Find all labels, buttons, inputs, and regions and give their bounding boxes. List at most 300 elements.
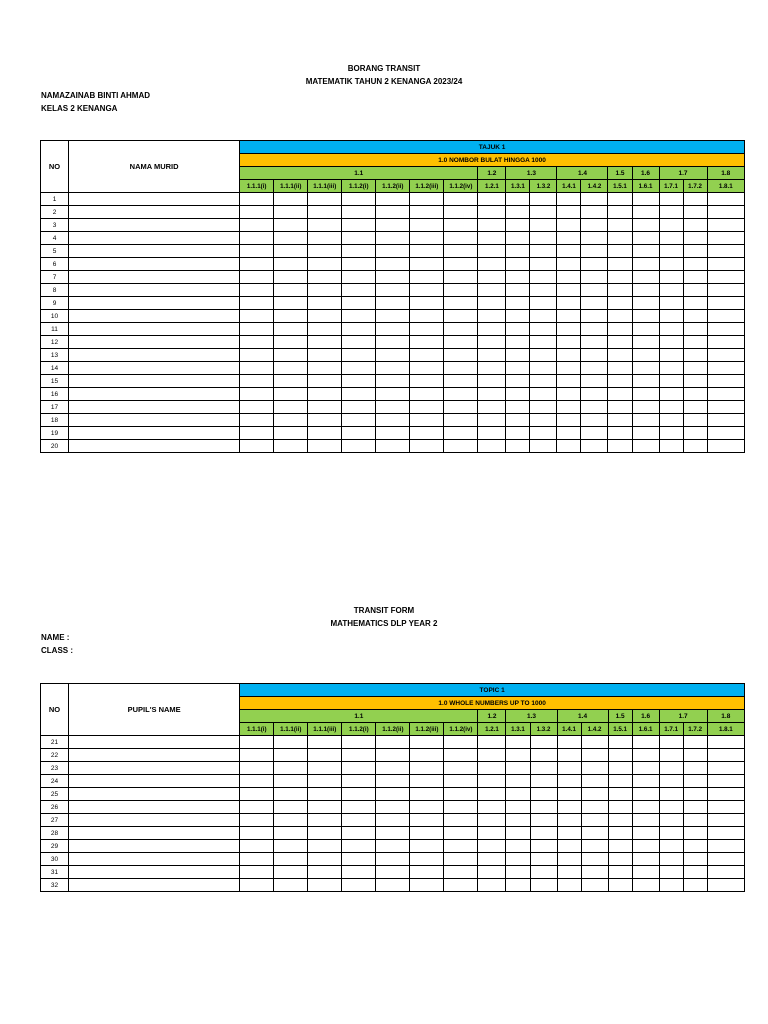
mastery-cell[interactable]	[530, 219, 557, 232]
mastery-cell[interactable]	[274, 193, 308, 206]
mastery-cell[interactable]	[659, 440, 683, 453]
mastery-cell[interactable]	[240, 310, 274, 323]
mastery-cell[interactable]	[308, 336, 342, 349]
mastery-cell[interactable]	[659, 762, 683, 775]
mastery-cell[interactable]	[581, 388, 608, 401]
mastery-cell[interactable]	[530, 310, 557, 323]
mastery-cell[interactable]	[376, 853, 410, 866]
mastery-cell[interactable]	[632, 219, 659, 232]
mastery-cell[interactable]	[632, 853, 659, 866]
mastery-cell[interactable]	[342, 297, 376, 310]
mastery-cell[interactable]	[530, 323, 557, 336]
mastery-cell[interactable]	[581, 879, 608, 892]
mastery-cell[interactable]	[308, 284, 342, 297]
mastery-cell[interactable]	[659, 271, 683, 284]
mastery-cell[interactable]	[410, 401, 444, 414]
mastery-cell[interactable]	[410, 427, 444, 440]
pupil-name-cell[interactable]	[69, 827, 240, 840]
mastery-cell[interactable]	[632, 827, 659, 840]
mastery-cell[interactable]	[376, 245, 410, 258]
pupil-name-cell[interactable]	[69, 232, 240, 245]
mastery-cell[interactable]	[342, 866, 376, 879]
mastery-cell[interactable]	[557, 788, 581, 801]
mastery-cell[interactable]	[659, 853, 683, 866]
mastery-cell[interactable]	[581, 440, 608, 453]
mastery-cell[interactable]	[376, 206, 410, 219]
mastery-cell[interactable]	[557, 879, 581, 892]
mastery-cell[interactable]	[659, 245, 683, 258]
mastery-cell[interactable]	[444, 258, 478, 271]
mastery-cell[interactable]	[557, 827, 581, 840]
mastery-cell[interactable]	[557, 245, 581, 258]
pupil-name-cell[interactable]	[69, 362, 240, 375]
mastery-cell[interactable]	[608, 245, 632, 258]
mastery-cell[interactable]	[530, 866, 557, 879]
mastery-cell[interactable]	[274, 788, 308, 801]
mastery-cell[interactable]	[410, 801, 444, 814]
mastery-cell[interactable]	[478, 297, 506, 310]
mastery-cell[interactable]	[240, 788, 274, 801]
mastery-cell[interactable]	[410, 258, 444, 271]
mastery-cell[interactable]	[506, 827, 530, 840]
pupil-name-cell[interactable]	[69, 840, 240, 853]
mastery-cell[interactable]	[376, 827, 410, 840]
mastery-cell[interactable]	[506, 814, 530, 827]
mastery-cell[interactable]	[342, 749, 376, 762]
mastery-cell[interactable]	[707, 414, 744, 427]
mastery-cell[interactable]	[240, 297, 274, 310]
mastery-cell[interactable]	[530, 206, 557, 219]
mastery-cell[interactable]	[444, 206, 478, 219]
mastery-cell[interactable]	[530, 258, 557, 271]
mastery-cell[interactable]	[444, 297, 478, 310]
mastery-cell[interactable]	[478, 206, 506, 219]
mastery-cell[interactable]	[581, 193, 608, 206]
mastery-cell[interactable]	[240, 440, 274, 453]
mastery-cell[interactable]	[659, 362, 683, 375]
mastery-cell[interactable]	[506, 414, 530, 427]
mastery-cell[interactable]	[683, 440, 707, 453]
mastery-cell[interactable]	[557, 297, 581, 310]
mastery-cell[interactable]	[530, 788, 557, 801]
mastery-cell[interactable]	[308, 388, 342, 401]
mastery-cell[interactable]	[376, 388, 410, 401]
mastery-cell[interactable]	[557, 206, 581, 219]
mastery-cell[interactable]	[707, 310, 744, 323]
mastery-cell[interactable]	[478, 271, 506, 284]
mastery-cell[interactable]	[683, 827, 707, 840]
mastery-cell[interactable]	[530, 736, 557, 749]
mastery-cell[interactable]	[530, 775, 557, 788]
mastery-cell[interactable]	[274, 323, 308, 336]
mastery-cell[interactable]	[342, 349, 376, 362]
mastery-cell[interactable]	[683, 310, 707, 323]
mastery-cell[interactable]	[581, 297, 608, 310]
mastery-cell[interactable]	[506, 440, 530, 453]
mastery-cell[interactable]	[444, 827, 478, 840]
mastery-cell[interactable]	[506, 232, 530, 245]
mastery-cell[interactable]	[308, 749, 342, 762]
mastery-cell[interactable]	[410, 788, 444, 801]
mastery-cell[interactable]	[581, 206, 608, 219]
mastery-cell[interactable]	[683, 736, 707, 749]
mastery-cell[interactable]	[659, 336, 683, 349]
mastery-cell[interactable]	[444, 310, 478, 323]
mastery-cell[interactable]	[557, 232, 581, 245]
mastery-cell[interactable]	[608, 879, 632, 892]
mastery-cell[interactable]	[659, 232, 683, 245]
mastery-cell[interactable]	[478, 258, 506, 271]
mastery-cell[interactable]	[530, 427, 557, 440]
mastery-cell[interactable]	[308, 866, 342, 879]
mastery-cell[interactable]	[659, 788, 683, 801]
mastery-cell[interactable]	[608, 193, 632, 206]
mastery-cell[interactable]	[444, 271, 478, 284]
mastery-cell[interactable]	[478, 775, 506, 788]
mastery-cell[interactable]	[444, 323, 478, 336]
mastery-cell[interactable]	[506, 788, 530, 801]
mastery-cell[interactable]	[608, 271, 632, 284]
mastery-cell[interactable]	[530, 232, 557, 245]
mastery-cell[interactable]	[506, 879, 530, 892]
mastery-cell[interactable]	[632, 866, 659, 879]
mastery-cell[interactable]	[659, 736, 683, 749]
mastery-cell[interactable]	[608, 206, 632, 219]
mastery-cell[interactable]	[608, 736, 632, 749]
mastery-cell[interactable]	[632, 297, 659, 310]
mastery-cell[interactable]	[632, 206, 659, 219]
mastery-cell[interactable]	[274, 736, 308, 749]
mastery-cell[interactable]	[659, 840, 683, 853]
mastery-cell[interactable]	[376, 219, 410, 232]
mastery-cell[interactable]	[342, 336, 376, 349]
mastery-cell[interactable]	[444, 440, 478, 453]
mastery-cell[interactable]	[581, 336, 608, 349]
mastery-cell[interactable]	[376, 193, 410, 206]
mastery-cell[interactable]	[557, 284, 581, 297]
mastery-cell[interactable]	[632, 762, 659, 775]
mastery-cell[interactable]	[376, 336, 410, 349]
mastery-cell[interactable]	[376, 271, 410, 284]
mastery-cell[interactable]	[632, 401, 659, 414]
mastery-cell[interactable]	[608, 440, 632, 453]
mastery-cell[interactable]	[683, 219, 707, 232]
mastery-cell[interactable]	[478, 801, 506, 814]
mastery-cell[interactable]	[240, 762, 274, 775]
mastery-cell[interactable]	[530, 749, 557, 762]
mastery-cell[interactable]	[274, 336, 308, 349]
mastery-cell[interactable]	[308, 362, 342, 375]
mastery-cell[interactable]	[308, 245, 342, 258]
mastery-cell[interactable]	[274, 440, 308, 453]
mastery-cell[interactable]	[342, 271, 376, 284]
mastery-cell[interactable]	[632, 749, 659, 762]
mastery-cell[interactable]	[506, 193, 530, 206]
mastery-cell[interactable]	[506, 866, 530, 879]
mastery-cell[interactable]	[608, 219, 632, 232]
mastery-cell[interactable]	[530, 840, 557, 853]
mastery-cell[interactable]	[632, 414, 659, 427]
mastery-cell[interactable]	[659, 827, 683, 840]
mastery-cell[interactable]	[581, 401, 608, 414]
mastery-cell[interactable]	[444, 749, 478, 762]
mastery-cell[interactable]	[506, 801, 530, 814]
mastery-cell[interactable]	[683, 232, 707, 245]
mastery-cell[interactable]	[557, 323, 581, 336]
mastery-cell[interactable]	[308, 440, 342, 453]
mastery-cell[interactable]	[410, 736, 444, 749]
mastery-cell[interactable]	[557, 310, 581, 323]
mastery-cell[interactable]	[683, 879, 707, 892]
mastery-cell[interactable]	[683, 801, 707, 814]
mastery-cell[interactable]	[506, 762, 530, 775]
mastery-cell[interactable]	[608, 788, 632, 801]
mastery-cell[interactable]	[342, 206, 376, 219]
mastery-cell[interactable]	[581, 258, 608, 271]
mastery-cell[interactable]	[557, 440, 581, 453]
mastery-cell[interactable]	[308, 414, 342, 427]
mastery-cell[interactable]	[274, 375, 308, 388]
mastery-cell[interactable]	[557, 349, 581, 362]
mastery-cell[interactable]	[478, 362, 506, 375]
mastery-cell[interactable]	[659, 258, 683, 271]
mastery-cell[interactable]	[608, 297, 632, 310]
mastery-cell[interactable]	[581, 414, 608, 427]
mastery-cell[interactable]	[274, 749, 308, 762]
mastery-cell[interactable]	[308, 310, 342, 323]
mastery-cell[interactable]	[376, 310, 410, 323]
mastery-cell[interactable]	[707, 866, 744, 879]
mastery-cell[interactable]	[530, 414, 557, 427]
mastery-cell[interactable]	[308, 193, 342, 206]
mastery-cell[interactable]	[632, 427, 659, 440]
pupil-name-cell[interactable]	[69, 401, 240, 414]
mastery-cell[interactable]	[530, 879, 557, 892]
mastery-cell[interactable]	[707, 245, 744, 258]
mastery-cell[interactable]	[659, 219, 683, 232]
mastery-cell[interactable]	[274, 258, 308, 271]
mastery-cell[interactable]	[376, 401, 410, 414]
mastery-cell[interactable]	[707, 853, 744, 866]
mastery-cell[interactable]	[659, 193, 683, 206]
mastery-cell[interactable]	[557, 388, 581, 401]
mastery-cell[interactable]	[506, 736, 530, 749]
mastery-cell[interactable]	[308, 814, 342, 827]
mastery-cell[interactable]	[557, 258, 581, 271]
mastery-cell[interactable]	[683, 853, 707, 866]
mastery-cell[interactable]	[506, 349, 530, 362]
mastery-cell[interactable]	[608, 362, 632, 375]
mastery-cell[interactable]	[707, 206, 744, 219]
pupil-name-cell[interactable]	[69, 866, 240, 879]
mastery-cell[interactable]	[659, 866, 683, 879]
mastery-cell[interactable]	[581, 310, 608, 323]
mastery-cell[interactable]	[342, 827, 376, 840]
mastery-cell[interactable]	[608, 258, 632, 271]
mastery-cell[interactable]	[240, 814, 274, 827]
mastery-cell[interactable]	[659, 206, 683, 219]
mastery-cell[interactable]	[707, 762, 744, 775]
pupil-name-cell[interactable]	[69, 297, 240, 310]
mastery-cell[interactable]	[632, 258, 659, 271]
mastery-cell[interactable]	[342, 814, 376, 827]
mastery-cell[interactable]	[376, 749, 410, 762]
mastery-cell[interactable]	[557, 840, 581, 853]
mastery-cell[interactable]	[274, 388, 308, 401]
mastery-cell[interactable]	[683, 323, 707, 336]
mastery-cell[interactable]	[444, 762, 478, 775]
mastery-cell[interactable]	[274, 866, 308, 879]
mastery-cell[interactable]	[240, 801, 274, 814]
mastery-cell[interactable]	[683, 775, 707, 788]
mastery-cell[interactable]	[707, 401, 744, 414]
mastery-cell[interactable]	[274, 401, 308, 414]
pupil-name-cell[interactable]	[69, 193, 240, 206]
mastery-cell[interactable]	[308, 401, 342, 414]
mastery-cell[interactable]	[506, 336, 530, 349]
mastery-cell[interactable]	[410, 310, 444, 323]
mastery-cell[interactable]	[410, 840, 444, 853]
mastery-cell[interactable]	[274, 827, 308, 840]
mastery-cell[interactable]	[506, 284, 530, 297]
mastery-cell[interactable]	[683, 762, 707, 775]
mastery-cell[interactable]	[342, 736, 376, 749]
mastery-cell[interactable]	[707, 258, 744, 271]
mastery-cell[interactable]	[608, 827, 632, 840]
mastery-cell[interactable]	[632, 362, 659, 375]
mastery-cell[interactable]	[240, 193, 274, 206]
mastery-cell[interactable]	[342, 375, 376, 388]
mastery-cell[interactable]	[410, 879, 444, 892]
mastery-cell[interactable]	[608, 336, 632, 349]
mastery-cell[interactable]	[683, 401, 707, 414]
mastery-cell[interactable]	[444, 232, 478, 245]
mastery-cell[interactable]	[376, 775, 410, 788]
pupil-name-cell[interactable]	[69, 440, 240, 453]
mastery-cell[interactable]	[240, 245, 274, 258]
mastery-cell[interactable]	[581, 284, 608, 297]
mastery-cell[interactable]	[683, 297, 707, 310]
mastery-cell[interactable]	[342, 853, 376, 866]
mastery-cell[interactable]	[707, 827, 744, 840]
mastery-cell[interactable]	[376, 375, 410, 388]
mastery-cell[interactable]	[506, 245, 530, 258]
mastery-cell[interactable]	[308, 375, 342, 388]
mastery-cell[interactable]	[410, 245, 444, 258]
pupil-name-cell[interactable]	[69, 323, 240, 336]
mastery-cell[interactable]	[376, 297, 410, 310]
mastery-cell[interactable]	[478, 232, 506, 245]
pupil-name-cell[interactable]	[69, 336, 240, 349]
mastery-cell[interactable]	[274, 814, 308, 827]
mastery-cell[interactable]	[530, 801, 557, 814]
mastery-cell[interactable]	[342, 245, 376, 258]
mastery-cell[interactable]	[240, 219, 274, 232]
mastery-cell[interactable]	[557, 762, 581, 775]
mastery-cell[interactable]	[308, 801, 342, 814]
pupil-name-cell[interactable]	[69, 258, 240, 271]
mastery-cell[interactable]	[274, 284, 308, 297]
mastery-cell[interactable]	[557, 375, 581, 388]
mastery-cell[interactable]	[632, 245, 659, 258]
mastery-cell[interactable]	[376, 866, 410, 879]
mastery-cell[interactable]	[478, 323, 506, 336]
mastery-cell[interactable]	[444, 284, 478, 297]
mastery-cell[interactable]	[308, 258, 342, 271]
mastery-cell[interactable]	[376, 440, 410, 453]
mastery-cell[interactable]	[581, 362, 608, 375]
mastery-cell[interactable]	[410, 749, 444, 762]
mastery-cell[interactable]	[581, 775, 608, 788]
mastery-cell[interactable]	[342, 427, 376, 440]
mastery-cell[interactable]	[581, 271, 608, 284]
mastery-cell[interactable]	[632, 310, 659, 323]
mastery-cell[interactable]	[557, 775, 581, 788]
mastery-cell[interactable]	[308, 788, 342, 801]
mastery-cell[interactable]	[683, 814, 707, 827]
mastery-cell[interactable]	[342, 401, 376, 414]
mastery-cell[interactable]	[557, 736, 581, 749]
mastery-cell[interactable]	[608, 388, 632, 401]
mastery-cell[interactable]	[581, 801, 608, 814]
mastery-cell[interactable]	[308, 840, 342, 853]
pupil-name-cell[interactable]	[69, 801, 240, 814]
mastery-cell[interactable]	[608, 401, 632, 414]
mastery-cell[interactable]	[506, 375, 530, 388]
mastery-cell[interactable]	[444, 788, 478, 801]
pupil-name-cell[interactable]	[69, 414, 240, 427]
mastery-cell[interactable]	[683, 349, 707, 362]
mastery-cell[interactable]	[632, 775, 659, 788]
pupil-name-cell[interactable]	[69, 349, 240, 362]
mastery-cell[interactable]	[342, 258, 376, 271]
mastery-cell[interactable]	[410, 762, 444, 775]
mastery-cell[interactable]	[530, 827, 557, 840]
mastery-cell[interactable]	[240, 840, 274, 853]
mastery-cell[interactable]	[530, 362, 557, 375]
mastery-cell[interactable]	[410, 866, 444, 879]
mastery-cell[interactable]	[608, 801, 632, 814]
mastery-cell[interactable]	[410, 362, 444, 375]
mastery-cell[interactable]	[707, 297, 744, 310]
mastery-cell[interactable]	[410, 284, 444, 297]
mastery-cell[interactable]	[240, 853, 274, 866]
pupil-name-cell[interactable]	[69, 879, 240, 892]
mastery-cell[interactable]	[707, 349, 744, 362]
mastery-cell[interactable]	[274, 414, 308, 427]
mastery-cell[interactable]	[707, 388, 744, 401]
mastery-cell[interactable]	[342, 323, 376, 336]
mastery-cell[interactable]	[608, 853, 632, 866]
mastery-cell[interactable]	[632, 193, 659, 206]
mastery-cell[interactable]	[683, 414, 707, 427]
mastery-cell[interactable]	[478, 427, 506, 440]
pupil-name-cell[interactable]	[69, 788, 240, 801]
mastery-cell[interactable]	[376, 284, 410, 297]
mastery-cell[interactable]	[444, 336, 478, 349]
mastery-cell[interactable]	[506, 206, 530, 219]
mastery-cell[interactable]	[707, 736, 744, 749]
mastery-cell[interactable]	[608, 375, 632, 388]
mastery-cell[interactable]	[308, 736, 342, 749]
mastery-cell[interactable]	[410, 232, 444, 245]
mastery-cell[interactable]	[444, 853, 478, 866]
mastery-cell[interactable]	[506, 388, 530, 401]
mastery-cell[interactable]	[581, 840, 608, 853]
mastery-cell[interactable]	[581, 788, 608, 801]
mastery-cell[interactable]	[444, 193, 478, 206]
mastery-cell[interactable]	[478, 840, 506, 853]
